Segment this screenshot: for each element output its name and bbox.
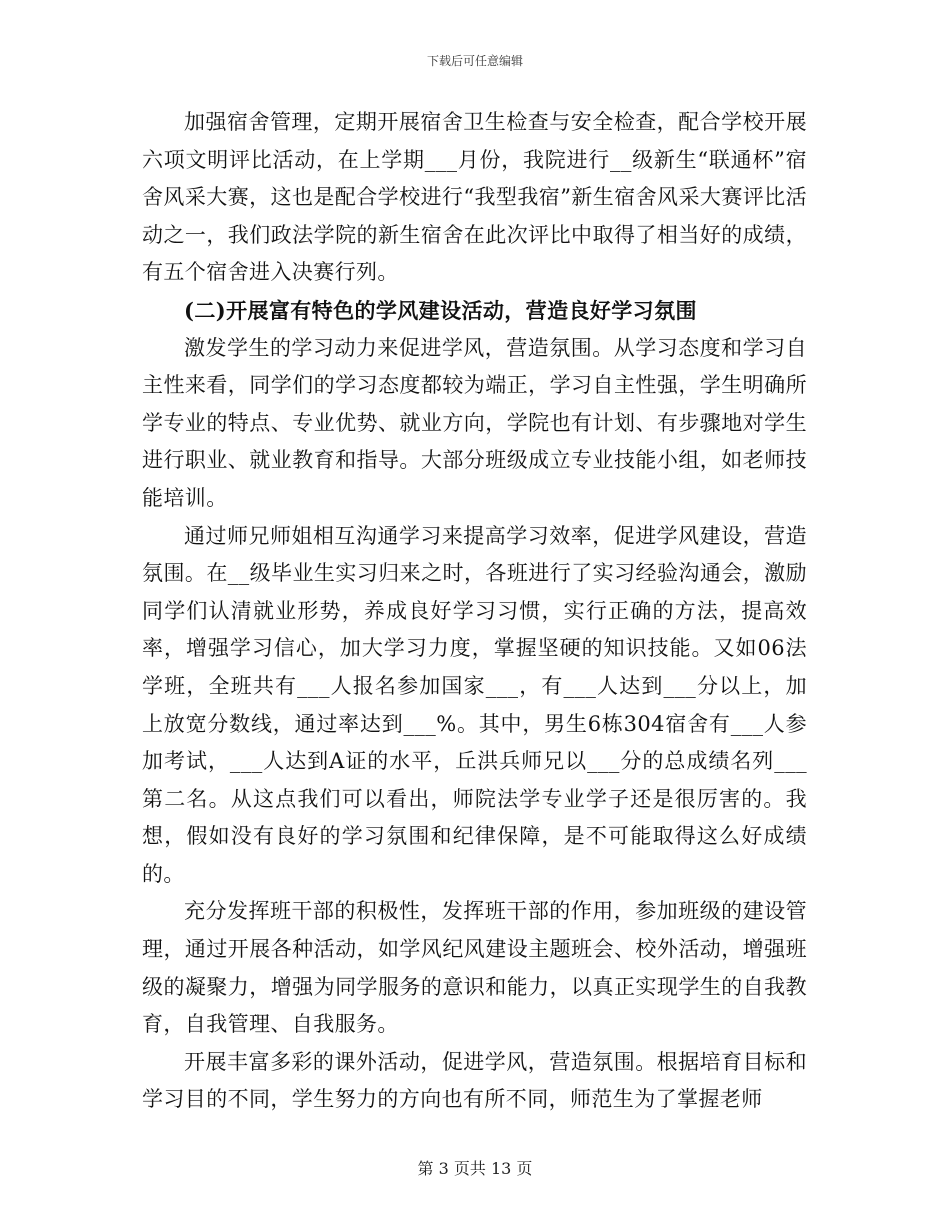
paragraph-extracurricular-activities: 开展丰富多彩的课外活动，促进学风，营造氛围。根据培育目标和学习目的不同，学生努力的方向也有所不同，师范生为了掌握老师 [142,1049,807,1112]
section-heading-study-style: (二)开展富有特色的学风建设活动，营造良好学习氛围 [184,297,697,323]
paragraph-class-cadres: 充分发挥班干部的积极性，发挥班干部的作用，参加班级的建设管理，通过开展各种活动，如学风纪风建设主题班会、校外活动，增强班级的凝聚力，增强为同学服务的意识和能力，以真正实现学生的自我教育，自我管理、自我服务。 [142,899,807,1037]
page-number-footer: 第 3 页共 13 页 [417,1159,533,1178]
document-body [142,104,807,1119]
paragraph-learning-motivation: 激发学生的学习动力来促进学风，营造氛围。从学习态度和学习自主性来看，同学们的学习态度都较为端正，学习自主性强，学生明确所学专业的特点、专业优势、就业方向，学院也有计划、有步骤地对学生进行职业、就业教育和指导。大部分班级成立专业技能小组，如老师技能培训。 [142,335,807,510]
page-header: 下载后可任意编辑 [426,54,523,68]
paragraph-senior-communication: 通过师兄师姐相互沟通学习来提高学习效率，促进学风建设，营造氛围。在__级毕业生实习归来之时，各班进行了实习经验沟通会，激励同学们认清就业形势，养成良好学习习惯，实行正确的方法，提高效率，增强学习信心，加大学习力度，掌握坚硬的知识技能。又如06法学班，全班共有___人报名参加国家___，有___人达到___分以上，加上放宽分数线，通过率达到___%。其中，男生6栋304宿舍有___人参加考试，___人达到A证的水平，丘洪兵师兄以___分的总成绩名列___第二名。从这点我们可以看出，师院法学专业学子还是很厉害的。我想，假如没有良好的学习氛围和纪律保障，是不可能取得这么好成绩的。 [142,523,807,886]
paragraph-dormitory-management: 加强宿舍管理，定期开展宿舍卫生检查与安全检查，配合学校开展六项文明评比活动，在上学期___月份，我院进行__级新生“联通杯”宿舍风采大赛，这也是配合学校进行“我型我宿”新生宿舍风采大赛评比活动之一，我们政法学院的新生宿舍在此次评比中取得了相当好的成绩，有五个宿舍进入决赛行列。 [142,110,807,285]
